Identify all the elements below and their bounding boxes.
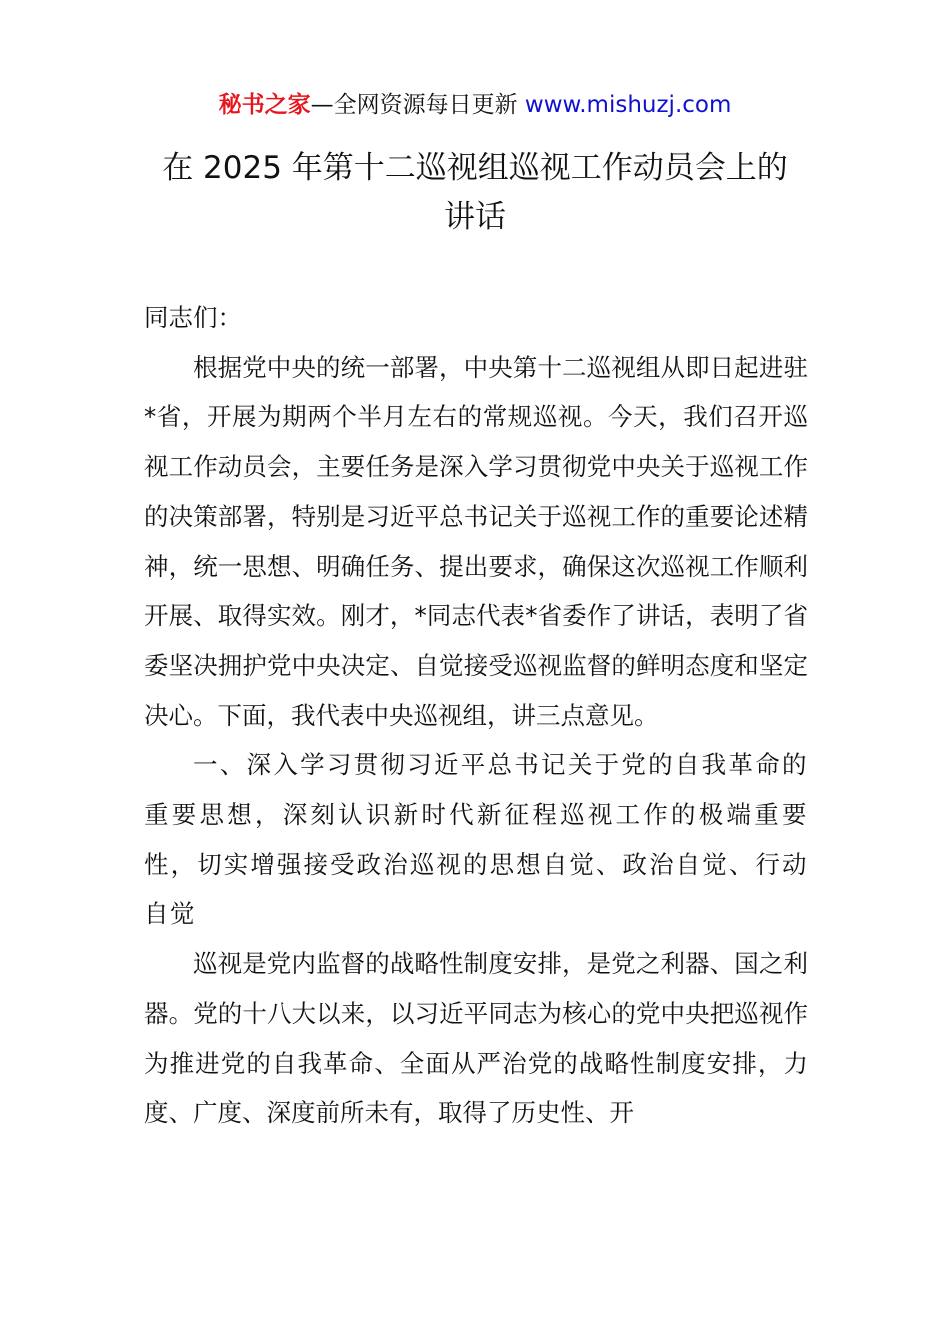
site-header: [0, 88, 950, 122]
paragraph-section-1: 巡视是党内监督的战略性制度安排，是党之利器、国之利器。党的十八大以来，以习近平同志为核心的党中央把巡视作为推进党的自我革命、全面从严治党的战略性制度安排，力度、广度、深度前所未有，取得了历史性、开: [144, 949, 808, 1128]
section-heading-1: 一、深入学习贯彻习近平总书记关于党的自我革命的重要思想，深刻认识新时代新征程巡视工作的极端重要性，切实增强接受政治巡视的思想自觉、政治自觉、行动自觉: [144, 750, 808, 929]
title-line-1: 在 2025 年第十二巡视组巡视工作动员会上的: [162, 150, 788, 186]
salutation: 同志们：: [144, 303, 242, 332]
title-line-2: 讲话: [444, 199, 506, 235]
brand-name: 秘书之家: [218, 92, 311, 118]
paragraph-intro: 根据党中央的统一部署，中央第十二巡视组从即日起进驻*省，开展为期两个半月左右的常规巡视。今天，我们召开巡视工作动员会，主要任务是深入学习贯彻党中央关于巡视工作的决策部署，特别是习近平总书记关于巡视工作的重要论述精神，统一思想、明确任务、提出要求，确保这次巡视工作顺利开展、取得实效。刚才，*同志代表*省委作了讲话，表明了省委坚决拥护党中央决定、自觉接受巡视监督的鲜明态度和坚定决心。下面，我代表中央巡视组，讲三点意见。: [144, 352, 808, 730]
site-url-link[interactable]: www.mishuzj.com: [524, 92, 732, 118]
header-tagline: —全网资源每日更新: [310, 92, 525, 118]
document-body: [144, 293, 808, 1138]
document-title: [100, 144, 850, 242]
